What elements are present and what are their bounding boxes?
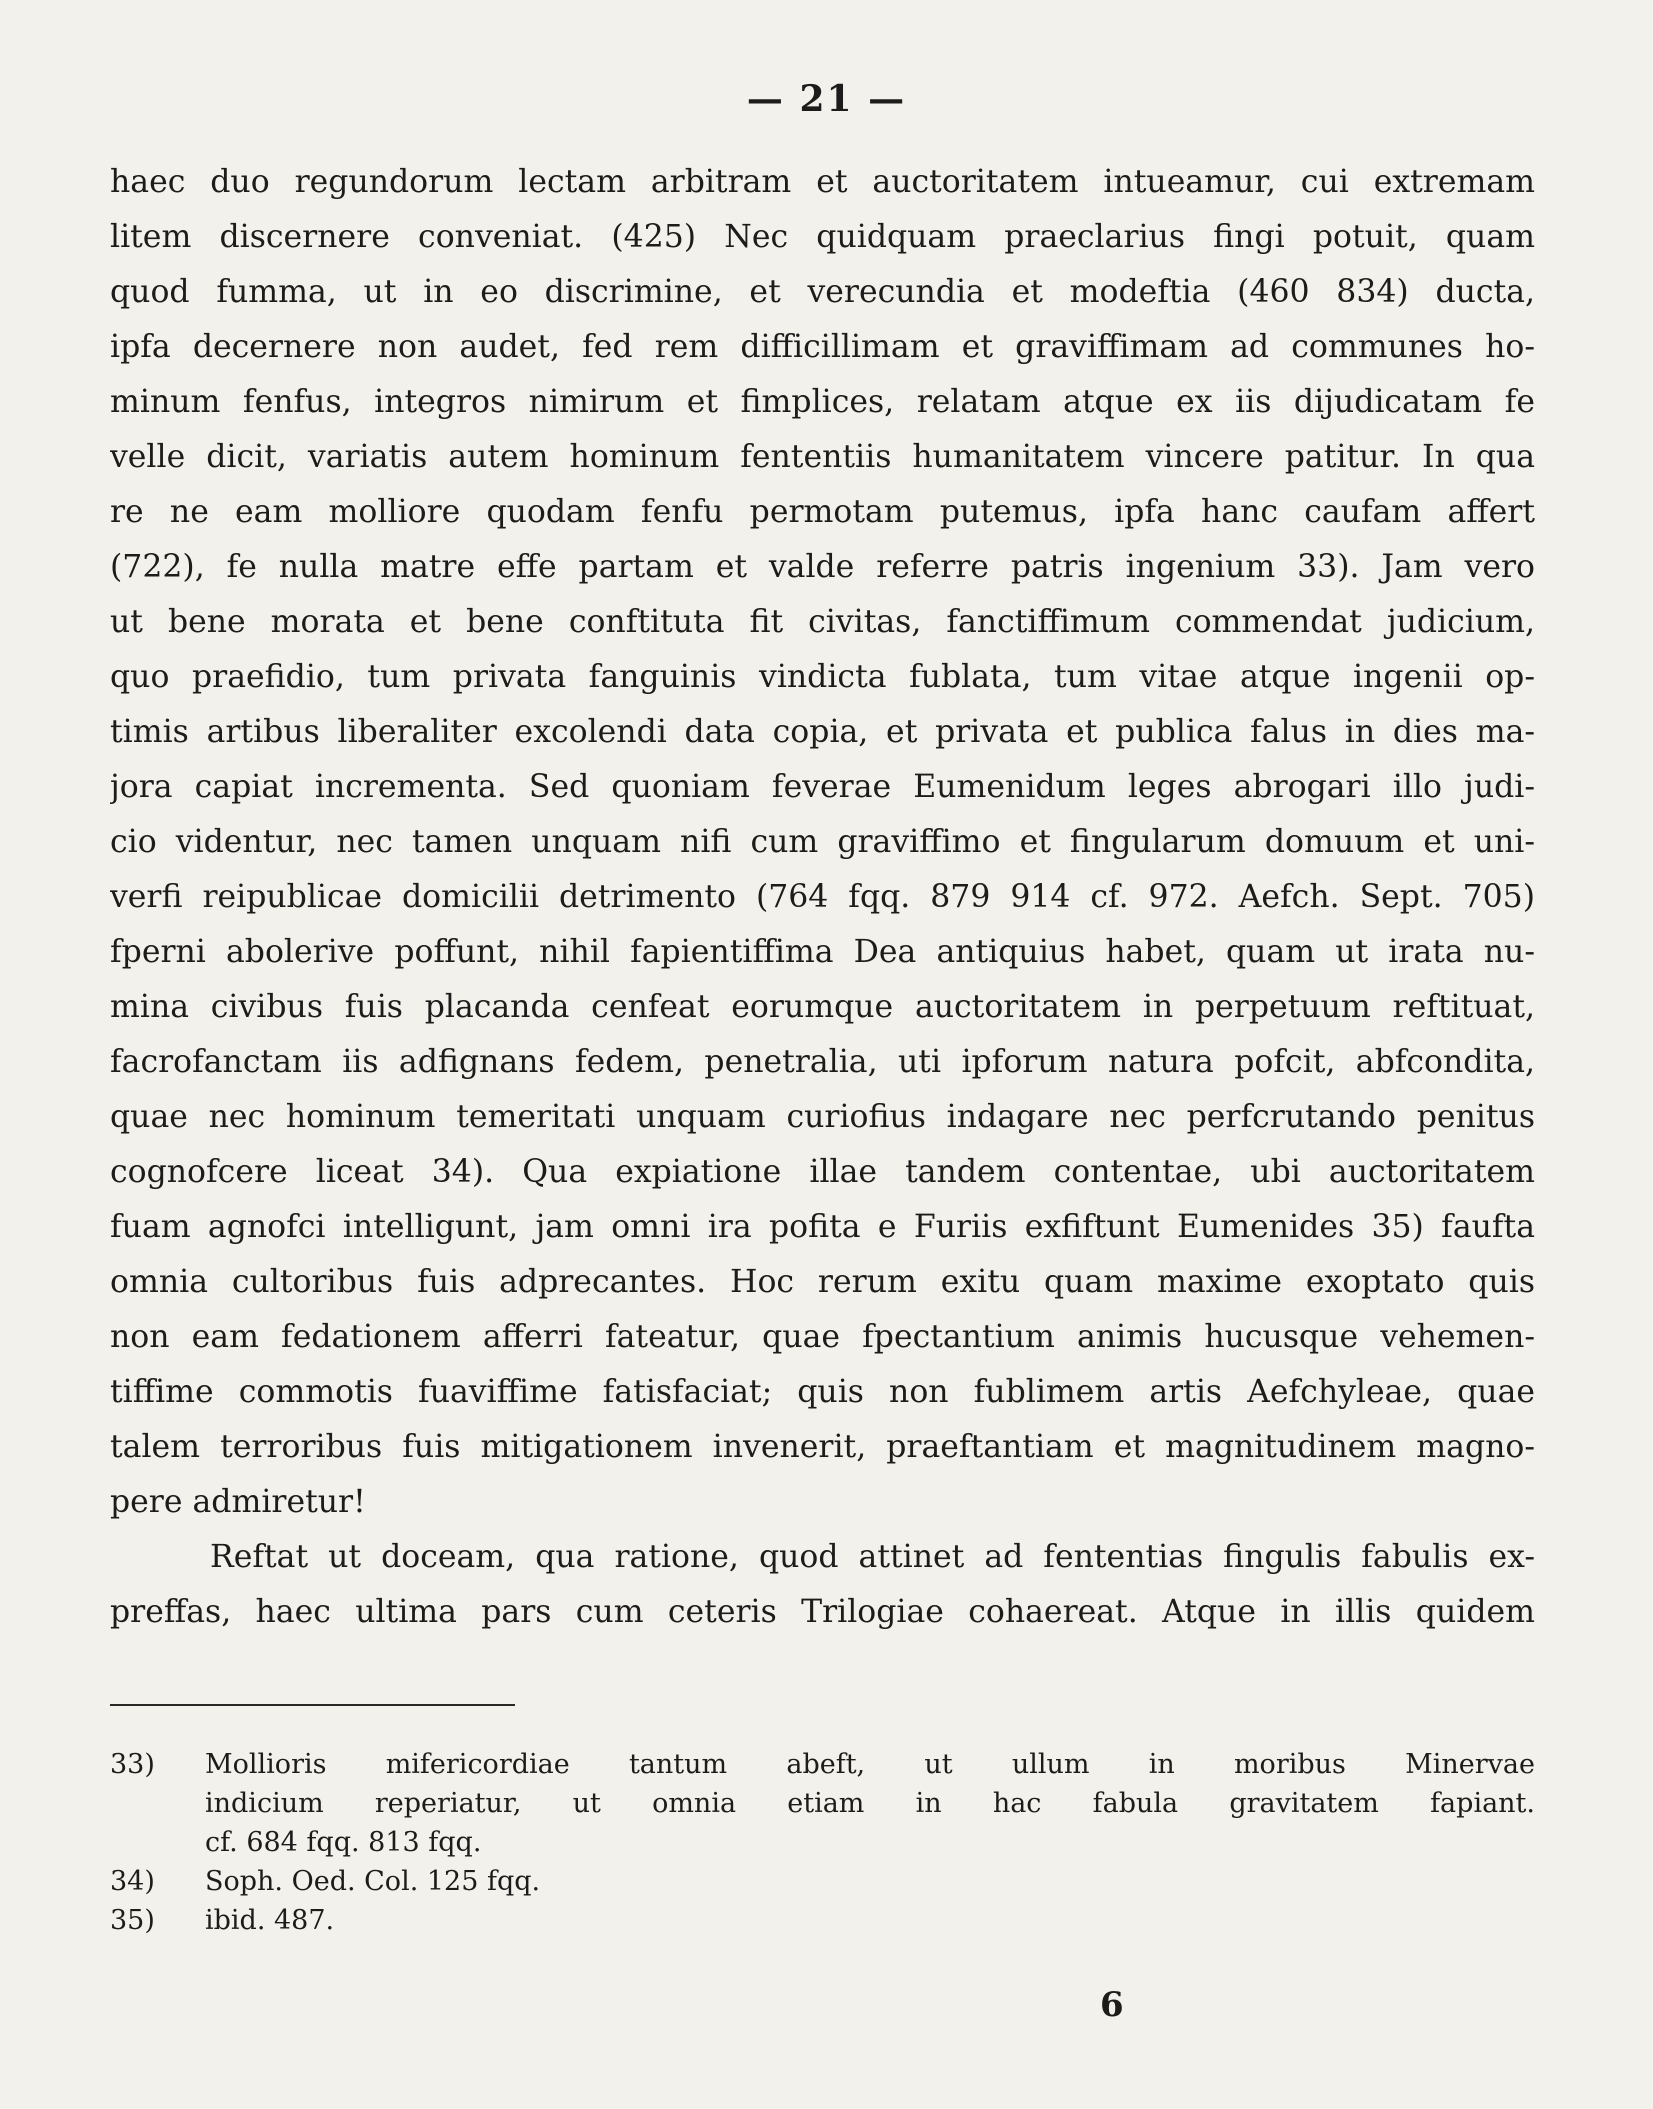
- text-line: cognofcere liceat 34). Qua expiatione illae tandem contentae, ubi auctoritatem: [110, 1154, 1535, 1190]
- footnote-line: Soph. Oed. Col. 125 fqq.: [205, 1866, 541, 1897]
- text-line: quod fumma, ut in eo discrimine, et verecundia et modeftia (460 834) ducta,: [110, 274, 1535, 310]
- text-line: litem discernere conveniat. (425) Nec quidquam praeclarius fingi potuit, quam: [110, 219, 1535, 255]
- text-line: timis artibus liberaliter excolendi data copia, et privata et publica falus in dies ma-: [110, 714, 1535, 750]
- text-line: verfi reipublicae domicilii detrimento (764 fqq. 879 914 cf. 972. Aefch. Sept. 705): [110, 879, 1535, 915]
- text-line: cio videntur, nec tamen unquam nifi cum graviffimo et fingularum domuum et uni-: [110, 824, 1535, 860]
- text-line: (722), fe nulla matre effe partam et valde referre patris ingenium 33). Jam vero: [110, 549, 1535, 585]
- footnotes: [110, 1745, 1535, 1940]
- footnote-mark: 33): [110, 1749, 155, 1780]
- footnote-separator: [110, 1704, 515, 1706]
- text-line: haec duo regundorum lectam arbitram et auctoritatem intueamur, cui extremam: [110, 164, 1535, 200]
- text-line: facrofanctam iis adfignans fedem, penetralia, uti ipforum natura pofcit, abfcondita,: [110, 1044, 1535, 1080]
- text-line: ipfa decernere non audet, fed rem difficillimam et graviffimam ad communes ho-: [110, 329, 1535, 365]
- signature-mark: 6: [1100, 1985, 1124, 2025]
- text-line: non eam fedationem afferri fateatur, quae fpectantium animis hucusque vehemen-: [110, 1319, 1535, 1355]
- footnote-mark: 34): [110, 1866, 155, 1897]
- footnote-35: [110, 1901, 1535, 1940]
- text-line: quo praefidio, tum privata fanguinis vindicta fublata, tum vitae atque ingenii op-: [110, 659, 1535, 695]
- footnote-line: Mollioris mifericordiae tantum abeft, ut ullum in moribus Minervae: [205, 1749, 1535, 1780]
- footnote-line: ibid. 487.: [205, 1905, 335, 1936]
- text-line: pere admiretur!: [110, 1484, 366, 1520]
- page-number: — 21 —: [746, 78, 907, 120]
- footnote-line: cf. 684 fqq. 813 fqq.: [205, 1827, 482, 1858]
- footnote-line: indicium reperiatur, ut omnia etiam in hac fabula gravitatem fapiant.: [205, 1788, 1535, 1819]
- text-line: fuam agnofci intelligunt, jam omni ira pofita e Furiis exfiftunt Eumenides 35) faufta: [110, 1209, 1535, 1245]
- footnote-mark: 35): [110, 1905, 155, 1936]
- text-line: preffas, haec ultima pars cum ceteris Trilogiae cohaereat. Atque in illis quidem: [110, 1594, 1535, 1630]
- text-line: ut bene morata et bene conftituta fit civitas, fanctiffimum commendat judicium,: [110, 604, 1535, 640]
- text-line: fperni abolerive poffunt, nihil fapientiffima Dea antiquius habet, quam ut irata nu-: [110, 934, 1535, 970]
- text-line: talem terroribus fuis mitigationem invenerit, praeftantiam et magnitudinem magno-: [110, 1429, 1535, 1465]
- footnote-33: [110, 1745, 1535, 1862]
- footnote-34: [110, 1862, 1535, 1901]
- text-line: quae nec hominum temeritati unquam curiofius indagare nec perfcrutando penitus: [110, 1099, 1535, 1135]
- text-line: minum fenfus, integros nimirum et fimplices, relatam atque ex iis dijudicatam fe: [110, 384, 1535, 420]
- text-line: velle dicit, variatis autem hominum fententiis humanitatem vincere patitur. In qua: [110, 439, 1535, 475]
- text-line: jora capiat incrementa. Sed quoniam feverae Eumenidum leges abrogari illo judi-: [110, 769, 1535, 805]
- text-line: mina civibus fuis placanda cenfeat eorumque auctoritatem in perpetuum reftituat,: [110, 989, 1535, 1025]
- paragraph-first-line: Reftat ut doceam, qua ratione, quod attinet ad fententias fingulis fabulis ex-: [210, 1539, 1535, 1575]
- main-text: [110, 155, 1535, 1640]
- text-line: omnia cultoribus fuis adprecantes. Hoc rerum exitu quam maxime exoptato quis: [110, 1264, 1535, 1300]
- text-line: re ne eam molliore quodam fenfu permotam putemus, ipfa hanc caufam affert: [110, 494, 1535, 530]
- text-line: tiffime commotis fuaviffime fatisfaciat; quis non fublimem artis Aefchyleae, quae: [110, 1374, 1535, 1410]
